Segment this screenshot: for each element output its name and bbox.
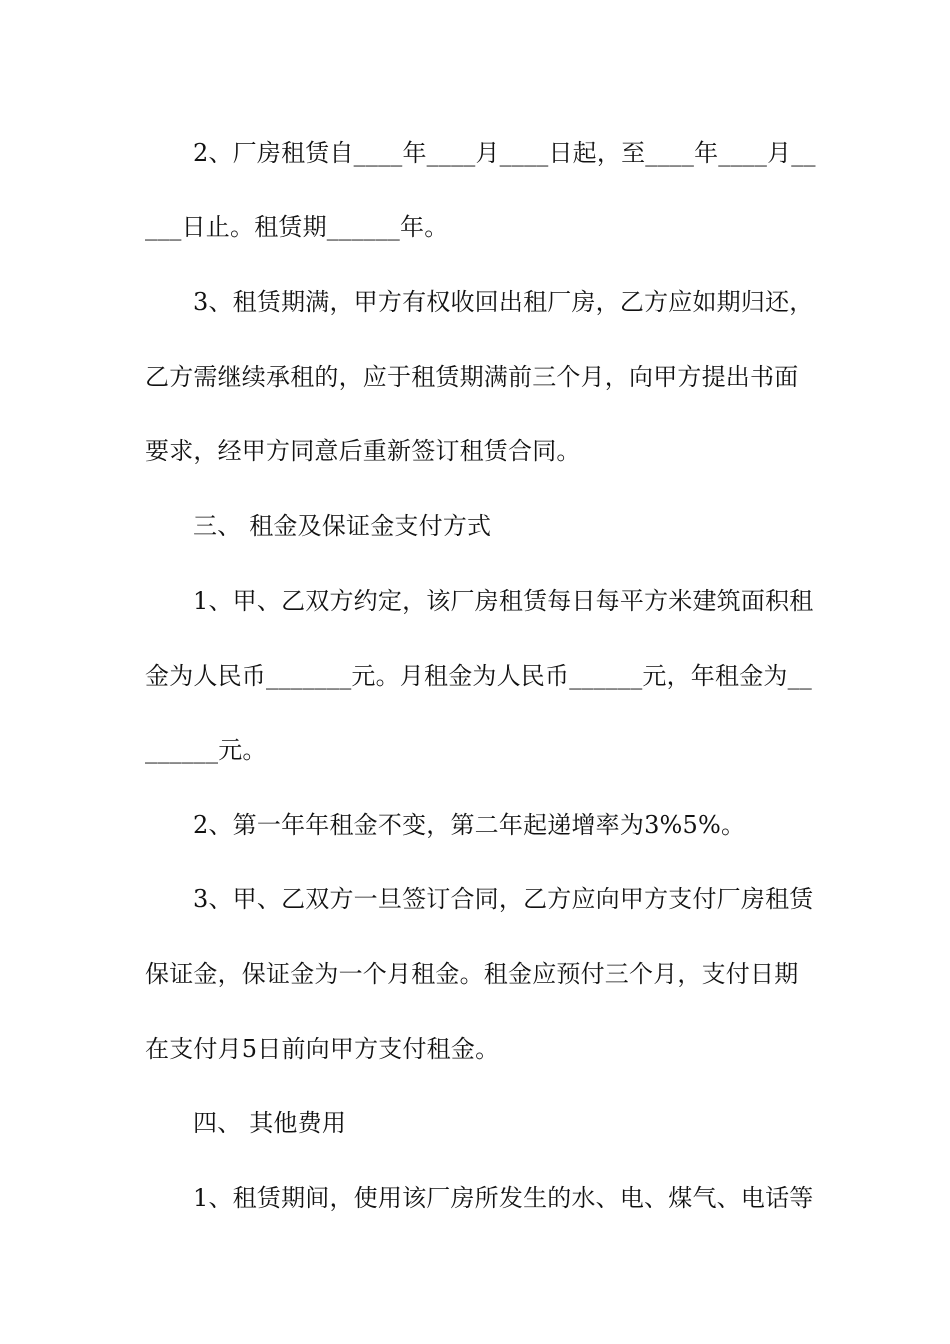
clause-3-line-3: 要求，经甲方同意后重新签订租赁合同。 [145, 437, 581, 465]
section-3-item-2: 2、第一年年租金不变，第二年起递增率为3%5%。 [193, 811, 746, 839]
clause-2-lease-start-end: 2、厂房租赁自____年____月____日起，至____年____月__ [193, 139, 816, 167]
section-3-item-3-line-1: 3、甲、乙双方一旦签订合同，乙方应向甲方支付厂房租赁 [193, 885, 814, 913]
section-4-heading: 四、 其他费用 [193, 1109, 347, 1137]
section-3-item-1-line-2: 金为人民币_______元。月租金为人民币______元，年租金为__ [145, 662, 812, 690]
section-3-item-1-line-1: 1、甲、乙双方约定，该厂房租赁每日每平方米建筑面积租 [193, 587, 814, 615]
clause-3-line-2: 乙方需继续承租的，应于租赁期满前三个月，向甲方提出书面 [145, 363, 799, 391]
section-3-item-3-line-2: 保证金，保证金为一个月租金。租金应预付三个月，支付日期 [145, 960, 799, 988]
section-3-item-3-line-3: 在支付月5日前向甲方支付租金。 [145, 1035, 500, 1063]
clause-3-line-1: 3、租赁期满，甲方有权收回出租厂房，乙方应如期归还， [193, 288, 814, 316]
section-3-item-1-line-3: ______元。 [145, 736, 267, 764]
section-3-heading: 三、 租金及保证金支付方式 [193, 512, 492, 540]
clause-2-lease-term: ___日止。租赁期______年。 [145, 213, 449, 241]
section-4-item-1-line-1: 1、租赁期间，使用该厂房所发生的水、电、煤气、电话等 [193, 1184, 814, 1212]
